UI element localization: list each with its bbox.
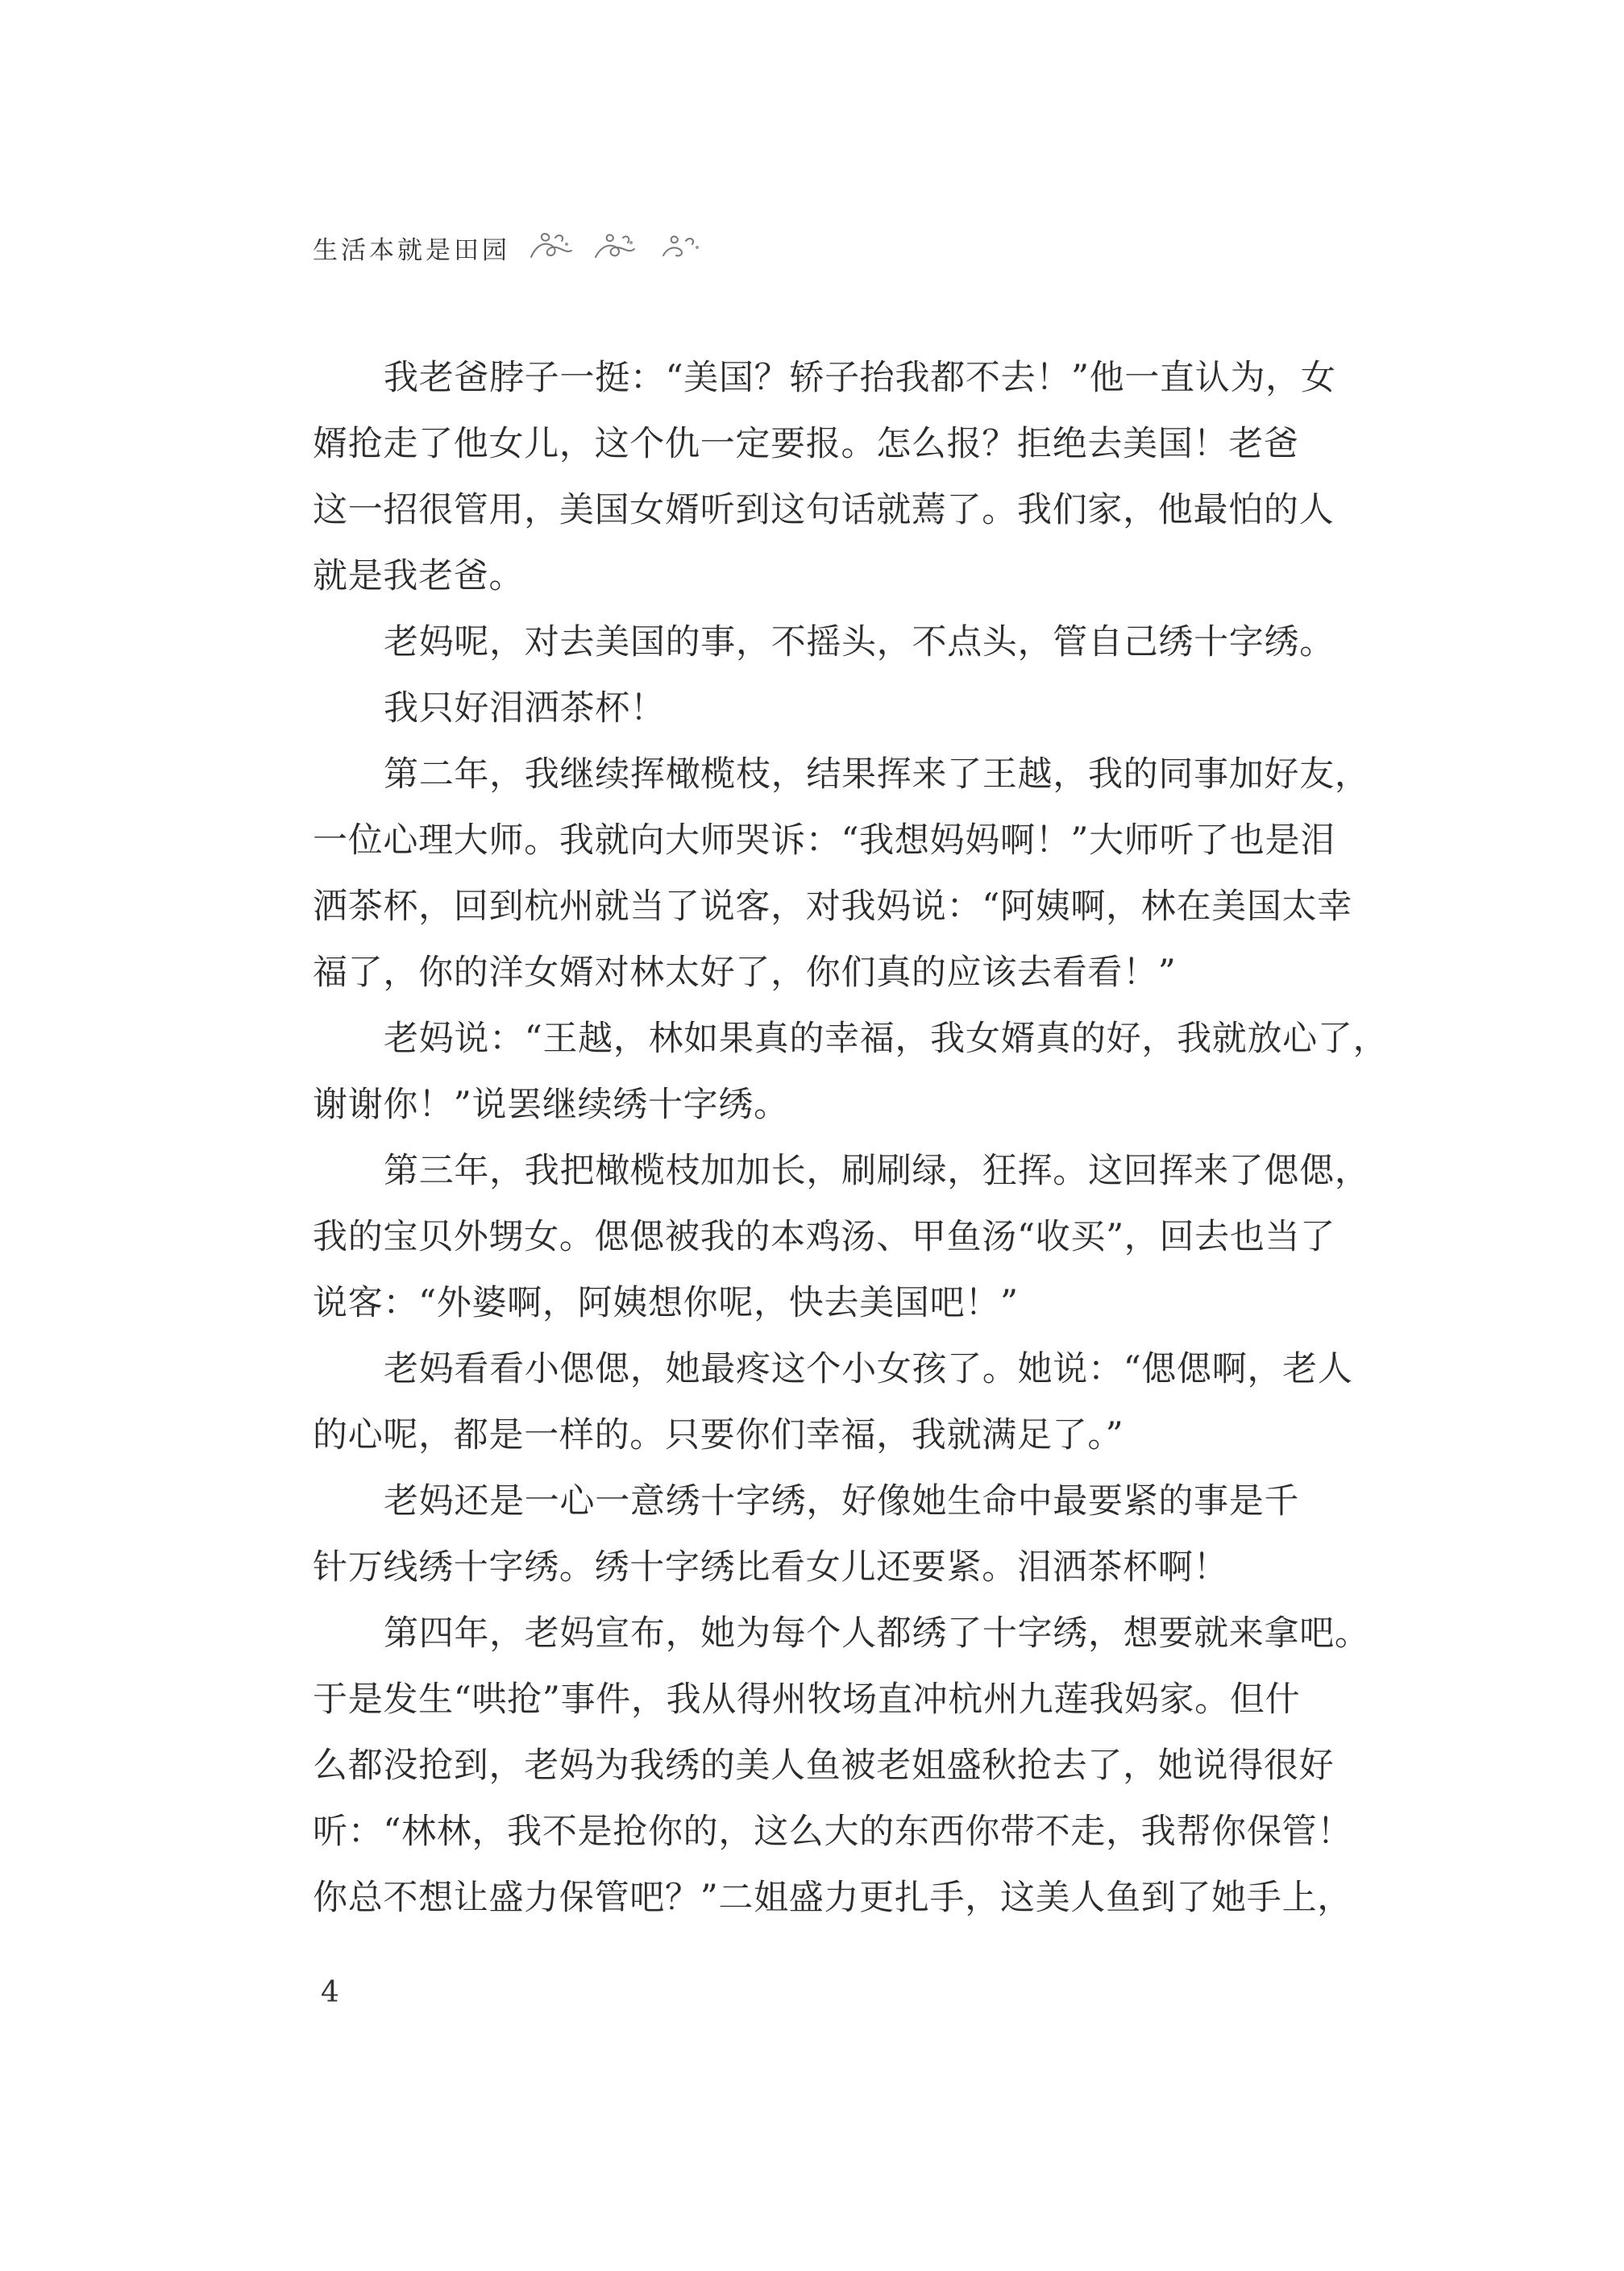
flower-vine-ornament-icon: [528, 230, 713, 265]
text-line: 一位心理大师。我就向大师哭诉：“我想妈妈啊！”大师听了也是泪: [313, 820, 1335, 861]
text-line: 老妈看看小偲偲，她最疼这个小女孩了。她说：“偲偲啊，老人: [384, 1349, 1353, 1389]
text-line: 老妈说：“王越，林如果真的幸福，我女婿真的好，我就放心了，: [384, 1019, 1389, 1059]
text-line: 我老爸脖子一挺：“美国？轿子抬我都不去！”他一直认为，女: [384, 358, 1336, 398]
text-line: 么都没抢到，老妈为我绣的美人鱼被老姐盛秋抢去了，她说得很好: [313, 1746, 1335, 1786]
text-line: 我的宝贝外甥女。偲偲被我的本鸡汤、甲鱼汤“收买”，回去也当了: [313, 1217, 1335, 1257]
page-number: 4: [321, 1976, 339, 2009]
text-line: 婿抢走了他女儿，这个仇一定要报。怎么报？拒绝去美国！老爸: [313, 424, 1299, 464]
text-line: 说客：“外婆啊，阿姨想你呢，快去美国吧！”: [313, 1283, 1019, 1323]
text-line: 第四年，老妈宣布，她为每个人都绣了十字绣，想要就来拿吧。: [384, 1613, 1370, 1654]
text-line: 你总不想让盛力保管吧？”二姐盛力更扎手，这美人鱼到了她手上，: [313, 1878, 1352, 1918]
text-line: 的心呢，都是一样的。只要你们幸福，我就满足了。”: [313, 1415, 1124, 1455]
text-line: 就是我老爸。: [313, 556, 525, 596]
text-line: 这一招很管用，美国女婿听到这句话就蔫了。我们家，他最怕的人: [313, 490, 1335, 530]
text-line: 第三年，我把橄榄枝加加长，刷刷绿，狂挥。这回挥来了偲偲，: [384, 1151, 1370, 1191]
text-line: 福了，你的洋女婿对林太好了，你们真的应该去看看！”: [313, 953, 1177, 993]
running-header: [313, 227, 713, 268]
text-line: 于是发生“哄抢”事件，我从得州牧场直冲杭州九莲我妈家。但什: [313, 1679, 1301, 1720]
text-line: 老妈呢，对去美国的事，不摇头，不点头，管自己绣十字绣。: [384, 622, 1335, 662]
text-line: 洒茶杯，回到杭州就当了说客，对我妈说：“阿姨啊，林在美国太幸: [313, 886, 1352, 927]
text-line: 老妈还是一心一意绣十字绣，好像她生命中最要紧的事是千: [384, 1481, 1300, 1522]
text-line: 针万线绣十字绣。绣十字绣比看女儿还要紧。泪洒茶杯啊！: [313, 1547, 1229, 1588]
text-line: 谢谢你！”说罢继续绣十字绣。: [313, 1085, 789, 1125]
body-text: [313, 345, 1389, 1931]
text-line: 听：“林林，我不是抢你的，这么大的东西你带不走，我帮你保管！: [313, 1812, 1352, 1852]
running-title: 生活本就是田园: [313, 235, 510, 265]
text-line: 我只好泪洒茶杯！: [384, 688, 666, 729]
text-line: 第二年，我继续挥橄榄枝，结果挥来了王越，我的同事加好友，: [384, 754, 1370, 795]
